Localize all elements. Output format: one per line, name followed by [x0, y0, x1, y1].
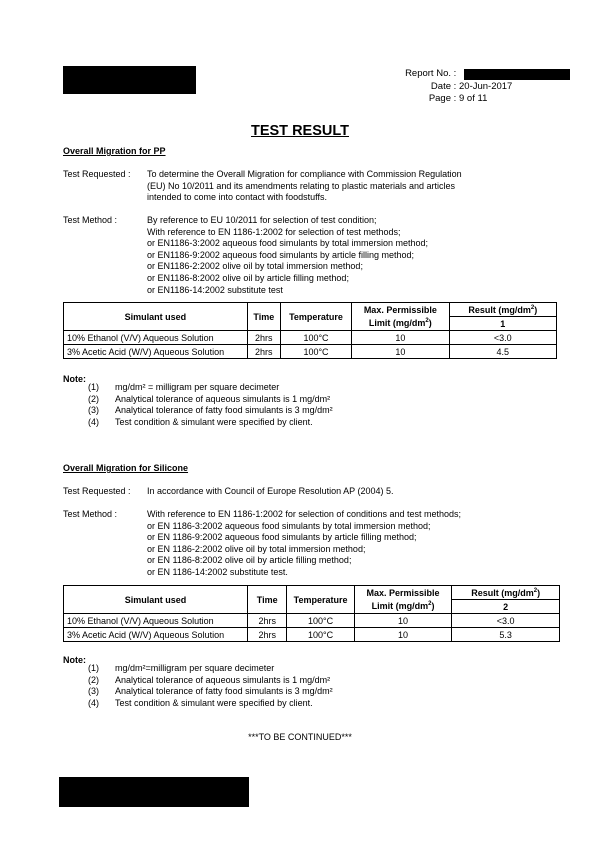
page-label: Page [428, 93, 451, 104]
date-row: Date : 20-Jun-2017 [396, 81, 512, 93]
report-no-row: Report No. : [396, 68, 459, 80]
list-item: (2) Analytical tolerance of aqueous simulants is 1 mg/dm² [88, 674, 331, 685]
table-row: 10% Ethanol (V/V) Aqueous Solution 2hrs 100°C 10 <3.0 [64, 331, 557, 345]
notes-list [88, 663, 333, 709]
test-requested-label: Test Requested : [63, 486, 131, 496]
list-item: (3) Analytical tolerance of fatty food simulants is 3 mg/dm² [88, 686, 333, 697]
redacted-footer [59, 777, 249, 807]
date-label: Date [430, 81, 451, 92]
table-row: 3% Acetic Acid (W/V) Aqueous Solution 2hrs 100°C 10 5.3 [64, 628, 560, 642]
test-method-text: With reference to EN 1186-1:2002 for selection of conditions and test methods; or EN 1186-3:2002 aqueous food simulants by total immersion method; or EN 1186-9:2002 aqueous food simulants by article filling method; or EN 1186-2:2002 olive oil by total immersion method; or EN 1186-8:2002 olive oil by article filling method; or EN 1186-14:2002 substitute test. [147, 509, 462, 577]
col-simulant: Simulant used [64, 303, 248, 331]
col-temperature: Temperature [287, 586, 354, 614]
to-be-continued: ***TO BE CONTINUED*** [248, 732, 352, 742]
notes-list [88, 382, 333, 428]
col-result-sample: 2 [452, 600, 560, 614]
page-value: 9 of 11 [459, 93, 488, 104]
col-limit: Max. Permissible Limit $(mg/dm^2)$ [354, 586, 452, 614]
results-table [63, 585, 560, 642]
table-row: 10% Ethanol (V/V) Aqueous Solution 2hrs 100°C 10 <3.0 [64, 614, 560, 628]
col-result: Result $(mg/dm^2)$ [449, 303, 556, 317]
page-title: TEST RESULT [250, 123, 349, 139]
test-requested-label: Test Requested : [63, 169, 131, 179]
list-item: (3) Analytical tolerance of fatty food simulants is 3 mg/dm² [88, 405, 333, 416]
report-no-label: Report No. [405, 68, 451, 79]
redacted-logo [63, 66, 196, 94]
list-item: (2) Analytical tolerance of aqueous simulants is 1 mg/dm² [88, 393, 331, 404]
redacted-report-number [464, 69, 570, 80]
note-label: Note: [63, 374, 86, 384]
list-item: (1) mg/dm² = milligram per square decimeter [88, 382, 280, 392]
date-value: 20-Jun-2017 [459, 81, 513, 92]
test-requested-text: To determine the Overall Migration for compliance with Commission Regulation (EU) No 10/2011 and its amendments relating to plastic materials and articles intended to come into contact with foodstuffs. [147, 169, 462, 203]
list-item: (4) Test condition & simulant were specified by client. [88, 697, 313, 708]
test-requested-text: In accordance with Council of Europe Resolution AP (2004) 5. [147, 486, 394, 496]
results-table [63, 302, 557, 359]
col-result-sample: 1 [449, 317, 556, 331]
table-row: 3% Acetic Acid (W/V) Aqueous Solution 2hrs 100°C 10 4.5 [64, 345, 557, 359]
col-time: Time [248, 586, 287, 614]
page-row: Page : 9 of 11 [396, 93, 487, 105]
col-limit: Max. Permissible Limit $(mg/dm^2)$ [352, 303, 449, 331]
test-method-label: Test Method : [63, 509, 118, 519]
section-heading: Overall Migration for Silicone [63, 463, 189, 473]
list-item: (1) mg/dm²=milligram per square decimeter [88, 663, 275, 673]
col-simulant: Simulant used [64, 586, 248, 614]
test-method-label: Test Method : [63, 215, 118, 225]
note-label: Note: [63, 655, 86, 665]
col-temperature: Temperature [280, 303, 351, 331]
list-item: (4) Test condition & simulant were specified by client. [88, 416, 313, 427]
test-method-text: By reference to EU 10/2011 for selection of test condition; With reference to EN 1186-1:2002 for selection of test methods; or EN1186-3:2002 aqueous food simulants by total immersion method; or EN1186-9:2002 aqueous food simulants by article filling method; or EN1186-2:2002 olive oil by total immersion method; or EN1186-8:2002 olive oil by article filling method; or EN1186-14:2002 substitute test [147, 215, 428, 295]
col-time: Time [247, 303, 280, 331]
section-heading: Overall Migration for PP [63, 146, 166, 156]
col-result: Result $(mg/dm^2)$ [452, 586, 560, 600]
